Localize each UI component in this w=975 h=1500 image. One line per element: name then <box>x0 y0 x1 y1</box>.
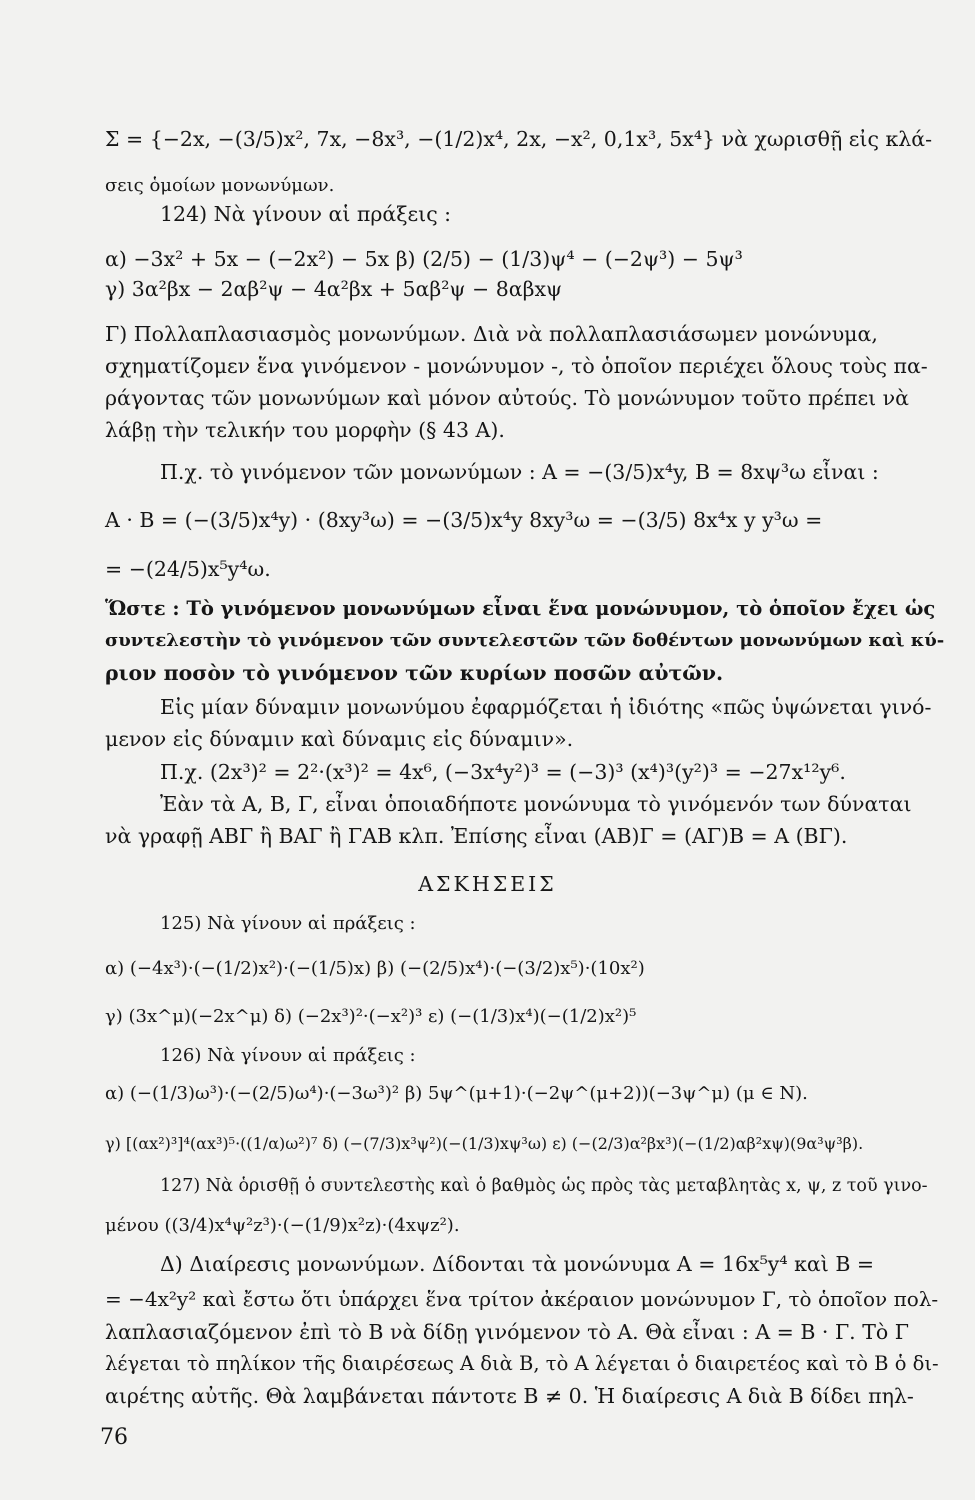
set-definition-line: Σ = {−2x, −(3/5)x², 7x, −8x³, −(1/2)x⁴, 2x, −x², 0,1x³, 5x⁴} νὰ χωρισθῇ εἰς κλά- <box>105 127 933 151</box>
exercise-125-ab: α) (−4x³)·(−(1/2)x²)·(−(1/5)x) β) (−(2/5)x⁴)·(−(3/2)x⁵)·(10x²) <box>105 958 645 979</box>
exercises-heading: ΑΣΚΗΣΕΙΣ <box>418 872 557 896</box>
section-gamma-heading: Γ) Πολλαπλασιασμὸς μονωνύμων. Διὰ νὰ πολλαπλασιάσωμεν μονώνυμα, <box>105 322 878 346</box>
text-line: αιρέτης αὐτῆς. Θὰ λαμβάνεται πάντοτε Β ≠ 0. Ἡ διαίρεσις Α διὰ Β δίδει πηλ- <box>105 1384 914 1408</box>
text-line: μενον εἰς δύναμιν καὶ δύναμις εἰς δύναμιν». <box>105 727 574 751</box>
exercise-124-ab: α) −3x² + 5x − (−2x²) − 5x β) (2/5) − (1/3)ψ⁴ − (−2ψ³) − 5ψ³ <box>105 247 743 271</box>
rule-line: ριον ποσὸν τὸ γινόμενον τῶν κυρίων ποσῶν αὐτῶν. <box>105 661 724 685</box>
rule-line: συντελεστὴν τὸ γινόμενον τῶν συντελεστῶν τῶν δοθέντων μονωνύμων καὶ κύ- <box>105 630 945 651</box>
exercise-127-line: 127) Νὰ ὁρισθῇ ὁ συντελεστὴς καὶ ὁ βαθμὸς ὡς πρὸς τὰς μεταβλητὰς x, ψ, z τοῦ γινο- <box>160 1176 928 1196</box>
exercise-126-cde: γ) [(αx²)³]⁴(αx³)⁵·((1/α)ω²)⁷ δ) (−(7/3)x³ψ²)(−(1/3)xψ³ω) ε) (−(2/3)α²βx³)(−(1/2)αβ²xψ)(9α³ψ³β). <box>105 1134 864 1153</box>
exercise-125-cde: γ) (3x^μ)(−2x^μ) δ) (−2x³)²·(−x²)³ ε) (−(1/3)x⁴)(−(1/2)x²)⁵ <box>105 1006 637 1027</box>
text-line: Ἐὰν τὰ Α, Β, Γ, εἶναι ὁποιαδήποτε μονώνυμα τὸ γινόμενόν των δύναται <box>160 792 912 816</box>
text-line: = −4x²y² καὶ ἔστω ὅτι ὑπάρχει ἕνα τρίτον ἀκέραιον μονώνυμον Γ, τὸ ὁποῖον πολ- <box>105 1287 939 1311</box>
text-line: λέγεται τὸ πηλίκον τῆς διαιρέσεως Α διὰ Β, τὸ Α λέγεται ὁ διαιρετέος καὶ τὸ Β ὁ δι- <box>105 1352 939 1375</box>
example-line: Π.χ. (2x³)² = 2²·(x³)² = 4x⁶, (−3x⁴y²)³ = (−3)³ (x⁴)³(y²)³ = −27x¹²y⁶. <box>160 760 846 784</box>
text-line: Εἰς μίαν δύναμιν μονωνύμου ἐφαρμόζεται ἡ ἰδιότης «πῶς ὑψώνεται γινό- <box>160 695 932 719</box>
text-line: ράγοντας τῶν μονωνύμων καὶ μόνον αὐτούς. Τὸ μονώνυμον τοῦτο πρέπει νὰ <box>105 386 909 410</box>
text-line: λαπλασιαζόμενον ἐπὶ τὸ Β νὰ δίδῃ γινόμενον τὸ Α. Θὰ εἶναι : Α = Β · Γ. Τὸ Γ <box>105 1320 909 1344</box>
text-line: σεις ὁμοίων μονωνύμων. <box>105 175 335 196</box>
exercise-124-heading: 124) Νὰ γίνουν αἱ πράξεις : <box>160 202 452 226</box>
example-line: Π.χ. τὸ γινόμενον τῶν μονωνύμων : Α = −(3/5)x⁴y, Β = 8xψ³ω εἶναι : <box>160 460 879 484</box>
exercise-125-heading: 125) Νὰ γίνουν αἱ πράξεις : <box>160 913 416 934</box>
text-line: νὰ γραφῇ ΑΒΓ ἢ ΒΑΓ ἢ ΓΑΒ κλπ. Ἐπίσης εἶναι (ΑΒ)Γ = (ΑΓ)Β = Α (ΒΓ). <box>105 824 848 848</box>
exercise-127-line: μένου ((3/4)x⁴ψ²z³)·(−(1/9)x²z)·(4xψz²). <box>105 1215 460 1236</box>
text-line: σχηματίζομεν ἕνα γινόμενον - μονώνυμον -, τὸ ὁποῖον περιέχει ὅλους τοὺς πα- <box>105 354 928 378</box>
section-delta-heading: Δ) Διαίρεσις μονωνύμων. Δίδονται τὰ μονώνυμα Α = 16x⁵y⁴ καὶ Β = <box>160 1252 875 1276</box>
page-number: 76 <box>100 1425 128 1450</box>
exercise-126-ab: α) (−(1/3)ω³)·(−(2/5)ω⁴)·(−3ω³)² β) 5ψ^(μ+1)·(−2ψ^(μ+2))(−3ψ^μ) (μ ∈ N). <box>105 1083 808 1104</box>
rule-line: Ὥστε : Τὸ γινόμενον μονωνύμων εἶναι ἕνα μονώνυμον, τὸ ὁποῖον ἔχει ὡς <box>105 597 936 620</box>
text-line: λάβῃ τὴν τελικήν του μορφὴν (§ 43 Α). <box>105 418 505 442</box>
formula-line: Α · Β = (−(3/5)x⁴y) · (8xy³ω) = −(3/5)x⁴y 8xy³ω = −(3/5) 8x⁴x y y³ω = <box>105 508 823 532</box>
formula-line: = −(24/5)x⁵y⁴ω. <box>105 557 271 581</box>
exercise-126-heading: 126) Νὰ γίνουν αἱ πράξεις : <box>160 1045 416 1066</box>
exercise-124-c: γ) 3α²βx − 2αβ²ψ − 4α²βx + 5αβ²ψ − 8αβxψ <box>105 277 563 301</box>
